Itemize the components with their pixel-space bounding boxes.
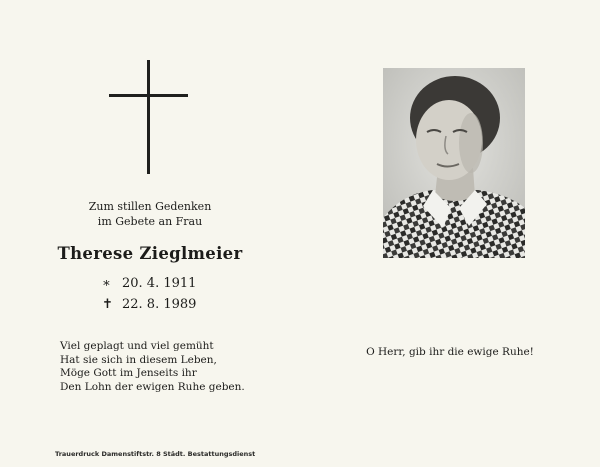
death-cross-icon: ✝ [102,297,113,312]
deceased-name: Therese Zieglmeier [57,244,243,263]
intro-line-1: Zum stillen Gedenken [88,200,212,213]
poem-line: Möge Gott im Jenseits ihr [60,367,197,379]
prayer-text: O Herr, gib ihr die ewige Ruhe! [366,346,534,358]
portrait-photo [383,68,525,258]
poem-line: Hat sie sich in diesem Leben, [60,353,217,366]
printer-footer: Trauerdruck Damenstiftstr. 8 Städt. Bestattungsdienst [55,450,256,458]
poem [60,340,260,394]
poem-line: Viel geplagt und viel gemüht [60,340,214,352]
birth-date-row [102,276,196,291]
cross-icon [147,60,150,174]
poem-line: Den Lohn der ewigen Ruhe geben. [60,380,245,393]
birth-date: 20. 4. 1911 [122,276,197,291]
cross-icon-bar [109,94,188,97]
birth-star-icon: ∗ [102,276,111,291]
death-date-row [102,297,196,312]
death-date: 22. 8. 1989 [122,297,197,312]
intro-line-2: im Gebete an Frau [97,215,203,228]
intro-text [60,199,240,229]
